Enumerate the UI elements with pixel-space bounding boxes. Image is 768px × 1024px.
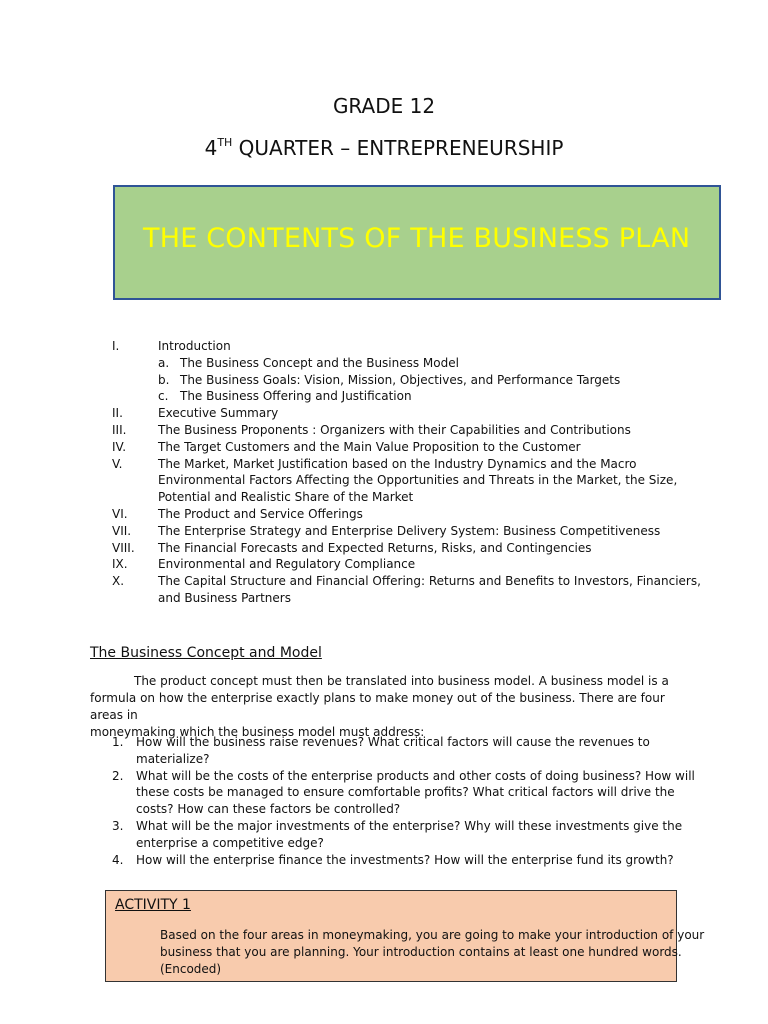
question-item-4 <box>0 852 768 869</box>
toc-text: The Target Customers and the Main Value Proposition to the Customer <box>158 439 581 454</box>
toc-text: The Market, Market Justification based on the Industry Dynamics and the Macro <box>158 456 637 471</box>
toc-sub-letter: c. <box>158 389 169 404</box>
question-number: 2. <box>112 768 124 783</box>
question-item-1-continued <box>0 751 768 768</box>
toc-number: VII. <box>112 523 132 538</box>
toc-number: II. <box>112 406 123 421</box>
toc-sub-text: The Business Concept and the Business Model <box>180 355 459 370</box>
quarter-subject: QUARTER – ENTREPRENEURSHIP <box>232 136 564 160</box>
toc-subitem-a <box>0 355 768 372</box>
toc-sub-letter: a. <box>158 355 170 370</box>
toc-text: Executive Summary <box>158 406 279 421</box>
activity-title: ACTIVITY 1 <box>115 897 191 913</box>
question-item-2-continued <box>0 784 768 801</box>
section-heading: The Business Concept and Model <box>90 645 322 661</box>
toc-text: and Business Partners <box>158 590 291 605</box>
question-text: How will the business raise revenues? What critical factors will cause the revenues to <box>136 735 650 749</box>
toc-subitem-c <box>0 388 768 405</box>
paragraph-line: The product concept must then be translated into business model. A business model is a <box>134 674 669 688</box>
toc-sub-text: The Business Goals: Vision, Mission, Objectives, and Performance Targets <box>180 372 621 387</box>
title-banner <box>113 185 721 300</box>
question-text: materialize? <box>136 751 210 766</box>
activity-line: (Encoded) <box>160 962 222 976</box>
question-number: 1. <box>112 735 124 749</box>
toc-number: X. <box>112 574 125 589</box>
toc-item-financial-forecasts <box>0 540 768 557</box>
toc-number: III. <box>112 422 127 437</box>
toc-text: Environmental Factors Affecting the Opportunities and Threats in the Market, the Size, <box>158 473 678 488</box>
toc-number: V. <box>112 456 123 471</box>
toc-text: The Business Proponents : Organizers with their Capabilities and Contributions <box>158 422 631 437</box>
question-text: these costs be managed to ensure comfortable profits? What critical factors will drive the <box>136 785 675 800</box>
toc-text: The Product and Service Offerings <box>158 506 363 521</box>
question-text: costs? How can these factors be controlled? <box>136 802 401 817</box>
toc-item-business-proponents <box>0 422 768 439</box>
quarter-heading <box>0 136 768 160</box>
toc-number: VIII. <box>112 540 135 555</box>
question-item-3-continued <box>0 835 768 852</box>
question-text: How will the enterprise finance the investments? How will the enterprise fund its growth? <box>136 852 674 867</box>
toc-text: Environmental and Regulatory Compliance <box>158 557 416 572</box>
toc-number: I. <box>112 339 120 353</box>
quarter-superscript: TH <box>217 136 233 149</box>
paragraph-line: formula on how the enterprise exactly plans to make money out of the business. There are four areas in <box>90 691 665 722</box>
toc-number: IX. <box>112 557 128 572</box>
question-item-2 <box>0 768 768 785</box>
toc-item-executive-summary <box>0 405 768 422</box>
toc-text: Potential and Realistic Share of the Market <box>158 490 414 505</box>
quarter-number: 4 <box>204 136 218 160</box>
toc-item-introduction <box>0 338 768 355</box>
paragraph-line: moneymaking which the business model must address: <box>90 725 425 739</box>
activity-line: business that you are planning. Your introduction contains at least one hundred words. <box>160 945 682 959</box>
toc-text: The Enterprise Strategy and Enterprise Delivery System: Business Competitiveness <box>158 523 661 538</box>
toc-item-market-continued <box>0 472 768 489</box>
toc-item-capital-structure-continued <box>0 590 768 607</box>
toc-number: VI. <box>112 506 128 521</box>
question-text: What will be the major investments of the enterprise? Why will these investments give the <box>136 818 683 833</box>
toc-item-market <box>0 456 768 473</box>
toc-item-market-continued <box>0 489 768 506</box>
question-item-1 <box>0 734 768 751</box>
toc-item-capital-structure <box>0 573 768 590</box>
toc-item-product-offerings <box>0 506 768 523</box>
toc-sub-text: The Business Offering and Justification <box>180 389 412 404</box>
toc-item-regulatory-compliance <box>0 556 768 573</box>
toc-text: The Financial Forecasts and Expected Returns, Risks, and Contingencies <box>158 540 592 555</box>
toc-number: IV. <box>112 439 127 454</box>
question-text: What will be the costs of the enterprise products and other costs of doing business? How will <box>136 768 695 783</box>
question-item-2-continued <box>0 801 768 818</box>
grade-heading: GRADE 12 <box>332 94 436 118</box>
section-paragraph <box>90 673 690 741</box>
toc-text: Introduction <box>158 339 231 353</box>
banner-title: THE CONTENTS OF THE BUSINESS PLAN <box>143 223 691 254</box>
toc-item-enterprise-strategy <box>0 523 768 540</box>
question-number: 4. <box>112 852 124 867</box>
table-of-contents <box>0 338 768 607</box>
toc-subitem-b <box>0 372 768 389</box>
activity-line: Based on the four areas in moneymaking, you are going to make your introduction of your <box>160 928 705 942</box>
toc-item-target-customers <box>0 439 768 456</box>
question-number: 3. <box>112 818 124 833</box>
question-text: enterprise a competitive edge? <box>136 835 324 850</box>
toc-text: The Capital Structure and Financial Offering: Returns and Benefits to Investors, Financiers, <box>158 574 701 589</box>
toc-sub-letter: b. <box>158 372 170 387</box>
question-item-3 <box>0 818 768 835</box>
activity-instructions <box>160 927 704 978</box>
question-list <box>0 734 768 868</box>
activity-box <box>105 890 705 982</box>
